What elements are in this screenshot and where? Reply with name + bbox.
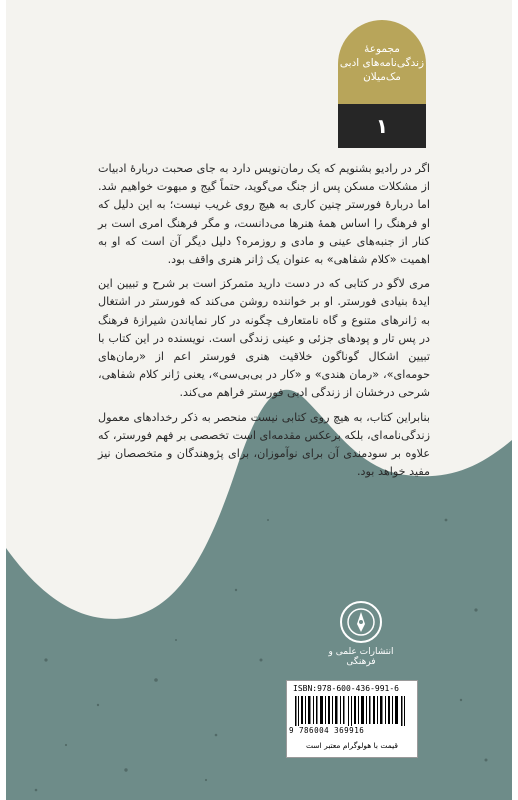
series-number: ۱ — [338, 104, 426, 148]
series-title-line: زندگی‌نامه‌های ادبی — [339, 57, 425, 69]
series-title-line: مجموعهٔ — [364, 43, 400, 55]
barcode-icon — [295, 696, 409, 726]
description-paragraph: بنابراین کتاب، به هیچ روی کتابی نیست منحصر به ذکر رخدادهای معمول زندگی‌نامه‌ای، بلکه برعکس مقدمه‌ای است تخصصی بر فهم فورستر، که علاوه بر سودمندی آن برای نوآموزان، برای پژوهندگان و متخصصان نیز مفید خواهد بود. — [98, 410, 430, 479]
description-paragraph: مری لاگو در کتابی که در دست دارید متمرکز است بر شرح و تبیین این ایدهٔ بنیادی فورستر. او بر خواننده روشن می‌کند که فورستر در اشتغال به ژانرهای متنوع و گاه نامتعارف چگونه در کار نمایاندن شیرازهٔ فرهنگ در پس تار و پودهای جزئی و عینی زندگی است. نویسنده در این کتاب با تبیین اشکال گوناگون خلاقیت هنری فورستر اعم از «رمان‌های حومه‌ای»، «رمان هندی» و «کار در بی‌بی‌سی»، یعنی ژانر کلام شفاهی، شرحی درخشان از زندگی ادبی فورستر فراهم می‌کند. — [98, 277, 430, 400]
series-title-line: مک‌میلان — [363, 71, 401, 83]
series-title — [338, 42, 426, 84]
publisher-emblem-icon — [339, 600, 383, 644]
book-back-cover — [6, 0, 512, 800]
isbn-number: ISBN:978-600-436-991-6 — [293, 684, 399, 693]
hologram-price-note: قیمت با هولوگرام معتبر است — [306, 741, 398, 750]
series-badge — [338, 20, 426, 148]
publisher-name: انتشارات علمی و فرهنگی — [328, 647, 394, 667]
barcode-label — [286, 680, 418, 758]
description-paragraph: اگر در رادیو بشنویم که یک رمان‌نویس دارد به جای صحبت دربارهٔ ادبیات از مشکلات مسکن پس از جنگ می‌گوید، حتماً گیج و مبهوت خواهیم شد. اما دربارهٔ فورستر چنین کاری به هیچ روی غریب نیست؛ به این دلیل که او فرهنگ را اساس همهٔ هنرها می‌دانست، و مگر فرهنگ امری است بر کنار از جنبه‌های عینی و مادی و روزمره؟ دلیل دیگر آن است که او به اهمیت «کلام شفاهی» به عنوان یک ژانر هنری واقف بود. — [98, 162, 430, 267]
description-text — [98, 160, 430, 487]
barcode-digits: 9 786004 369916 — [289, 726, 365, 735]
publisher-logo — [318, 600, 404, 667]
